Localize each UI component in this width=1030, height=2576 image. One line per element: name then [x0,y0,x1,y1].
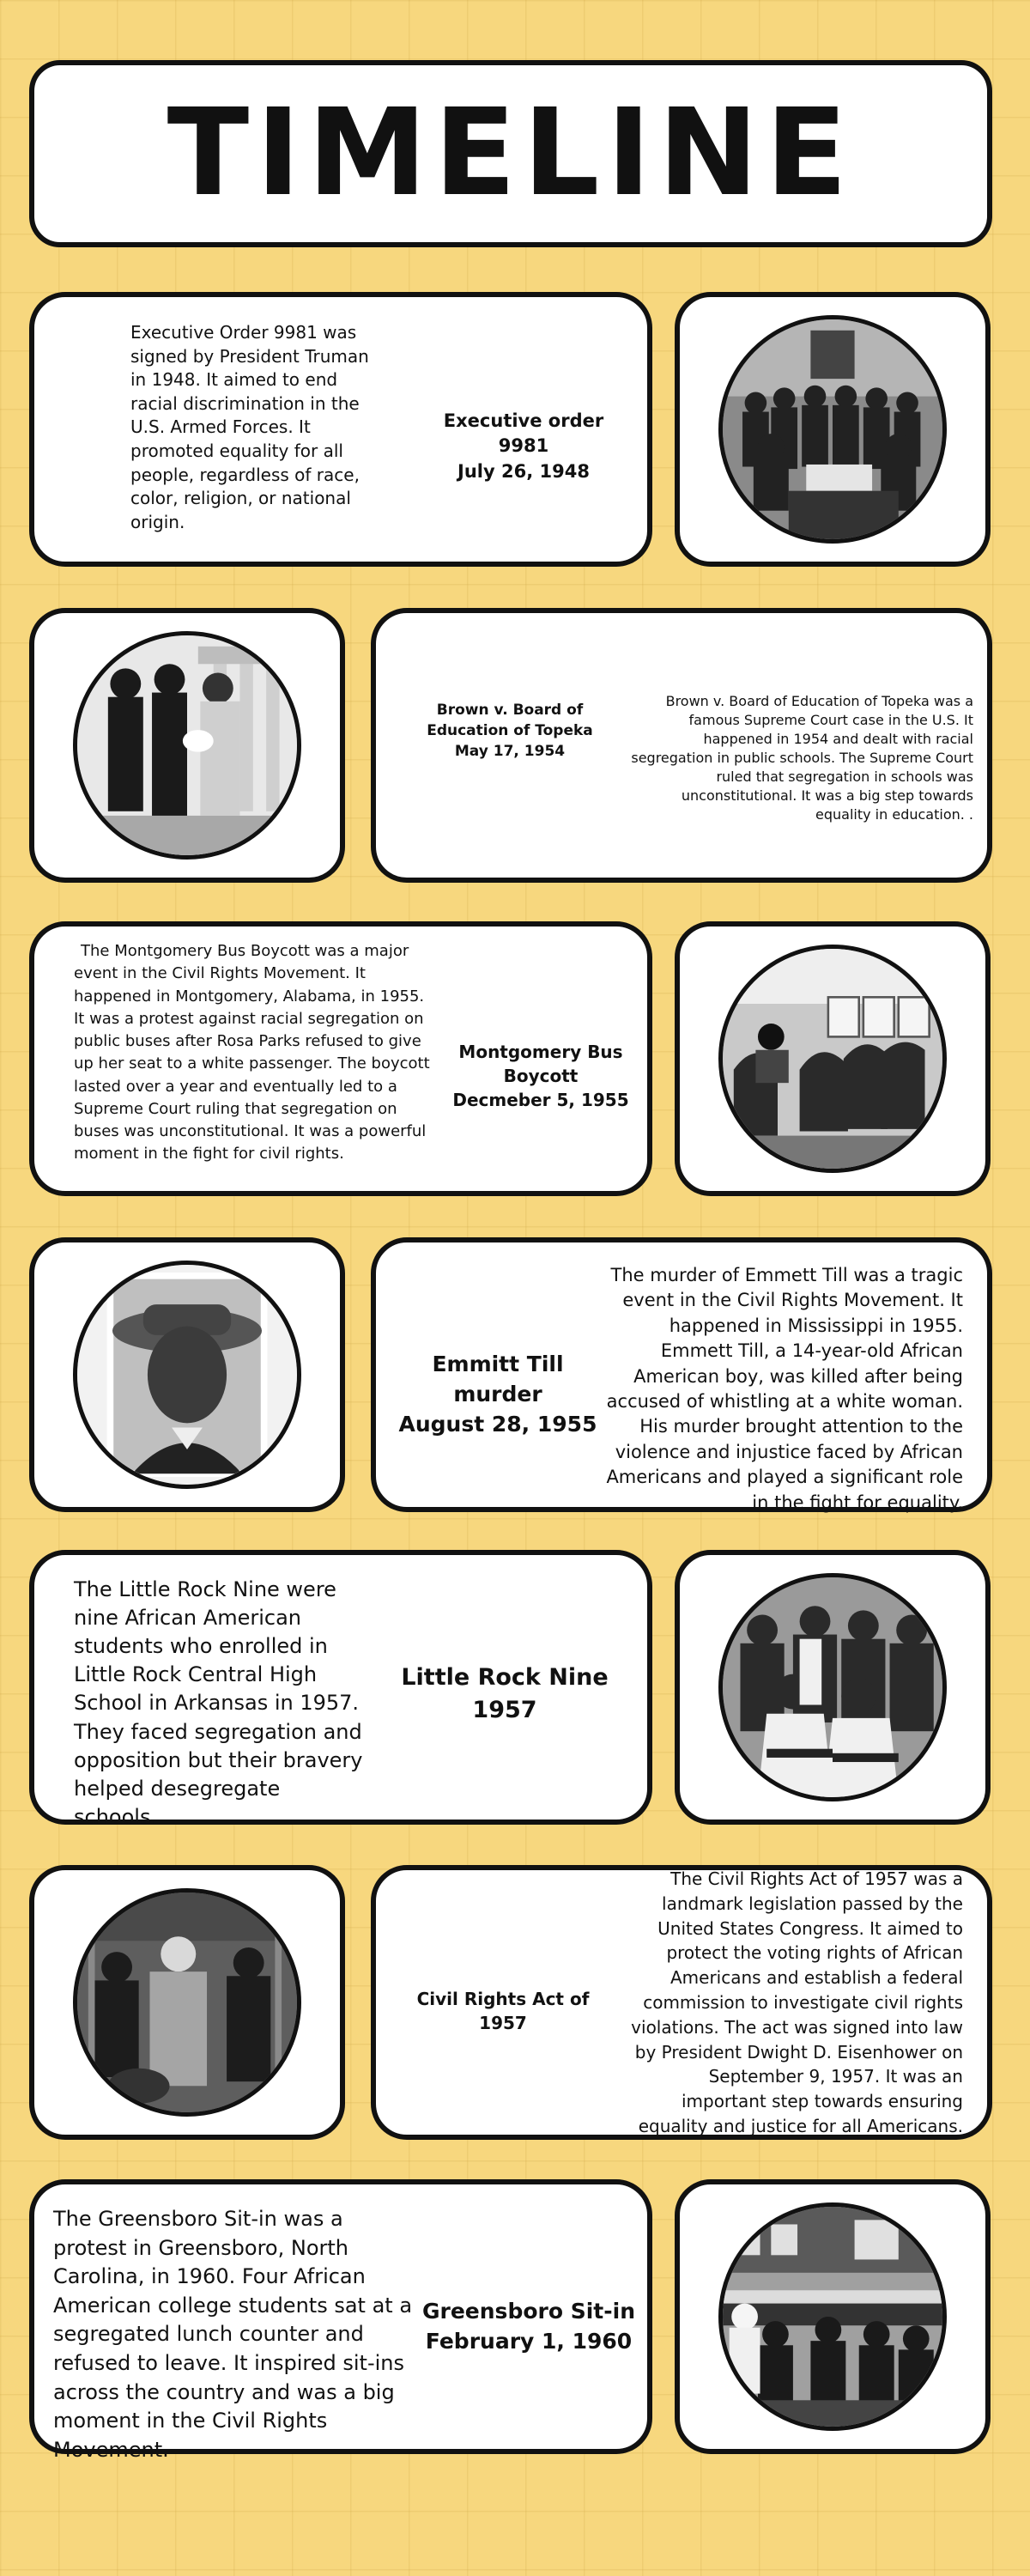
event-photo-frame [29,1237,345,1512]
event-description: Executive Order 9981 was signed by President Truman in 1948. It aimed to end racial discrimination in the U.S. Armed Forces. It promoted equality for all people, regardless of race, color, religion, or national origin. [130,322,369,532]
photo-courthouse-handshake-icon [73,631,301,860]
event-title: Civil Rights Act of 1957 [416,1989,590,2033]
event-photo-frame [29,1865,345,2140]
event-card-montgomery-bus-boycott [29,921,652,1196]
page-title: TIMELINE [167,83,855,223]
event-label [425,409,622,484]
event-title: Greensboro Sit-in [422,2299,635,2324]
photo-lunch-counter-icon [718,2202,947,2431]
event-card-greensboro-sit-in [29,2179,652,2462]
event-card-civil-rights-act [371,1865,992,2140]
event-label [397,701,623,762]
event-date: July 26, 1948 [457,460,590,482]
event-title: Executive order 9981 [443,410,604,457]
event-title: Montgomery Bus Boycott [458,1042,623,1086]
photo-students-group-icon [718,1573,947,1801]
event-photo-frame [675,921,991,1196]
event-label [417,2296,640,2356]
event-card-little-rock-nine [29,1550,652,1829]
photo-portrait-boy-icon [73,1261,301,1489]
photo-bus-interior-icon [718,945,947,1173]
event-description: The Civil Rights Act of 1957 was a landmark legislation passed by the United States Congress. It aimed to protect the voting rights of African Americans and establish a federal commission to investigate civil rights violations. The act was signed into law by President Dwight D. Eisenhower on September 9, 1957. It was an important step towards ensuring equality and justice for all Americans. [631,1868,963,2136]
event-date: Decmeber 5, 1955 [452,1090,629,1110]
event-date: August 28, 1955 [398,1412,597,1437]
event-label [441,1040,640,1112]
event-photo-frame [675,1550,991,1825]
event-card-brown-v-board [371,608,992,883]
event-label [393,1662,616,1727]
event-description: The Montgomery Bus Boycott was a major event in the Civil Rights Movement. It happened in Montgomery, Alabama, in 1955. It was a protest against racial segregation on public buses after Rosa Parks refused to give up her seat to a white passenger. The boycott lasted over a year and eventually led to a Supreme Court ruling that segregation on buses was unconstitutional. It was a powerful moment in the fight for civil rights. [74,942,430,1163]
event-date: 1957 [472,1696,537,1723]
event-title: Brown v. Board of Education of Topeka [427,702,593,739]
photo-eisenhower-signing-icon [73,1888,301,2117]
event-date: May 17, 1954 [454,742,566,760]
event-photo-frame [675,292,991,567]
event-description: The Greensboro Sit-in was a protest in Greensboro, North Carolina, in 1960. Four African American college students sat at a segregated lunch counter and refused to leave. It inspired sit-ins across the country and was a big moment in the Civil Rights Movement. [53,2207,413,2462]
event-title: Little Rock Nine [401,1664,609,1691]
event-card-executive-order [29,292,652,567]
event-card-emmett-till [371,1237,992,1512]
event-description: The Little Rock Nine were nine African American students who enrolled in Little Rock Central High School in Arkansas in 1957. They faced segregation and opposition but their bravery helped desegregate schools. [74,1577,363,1829]
event-title: Emmitt Till murder [432,1352,564,1406]
event-label [393,1349,603,1439]
event-description: The murder of Emmett Till was a tragic event in the Civil Rights Movement. It happened in Mississippi in 1955. Emmett Till, a 14-year-old African American boy, was killed after being accused of whistling at a white woman. His murder brought attention to the violence and injustice faced by African Americans and played a significant role in the fight for equality. [606,1265,963,1513]
event-photo-frame [675,2179,991,2454]
event-photo-frame [29,608,345,883]
photo-truman-meeting-icon [718,315,947,544]
event-label [398,1987,608,2035]
title-banner [29,60,992,247]
event-description: Brown v. Board of Education of Topeka was a famous Supreme Court case in the U.S. It happened in 1954 and dealt with racial segregation in public schools. The Supreme Court ruled that segregation in schools was unconstitutional. It was a big step towards equality in education. . [631,693,973,823]
event-date: February 1, 1960 [425,2329,633,2354]
